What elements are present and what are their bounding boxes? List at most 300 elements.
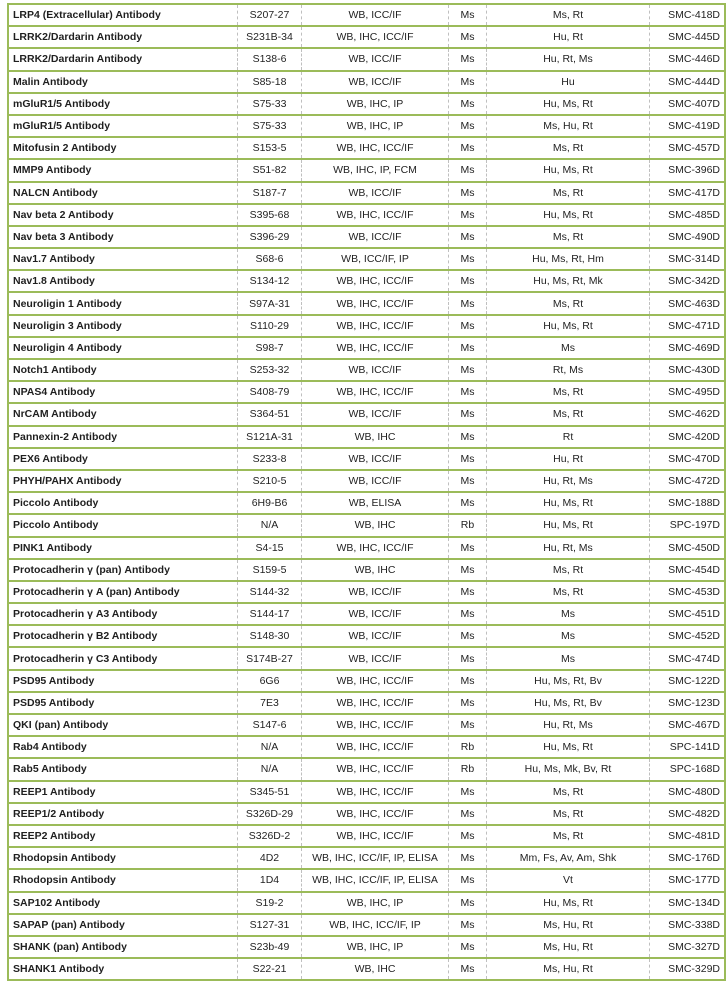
reactivity-cell: Ms bbox=[487, 625, 650, 647]
applications-cell: WB, ICC/IF bbox=[302, 625, 449, 647]
applications-cell: WB, IHC, ICC/IF bbox=[302, 692, 449, 714]
reactivity-cell: Ms, Rt bbox=[487, 381, 650, 403]
reactivity-cell: Ms, Hu, Rt bbox=[487, 914, 650, 936]
table-row bbox=[8, 914, 725, 936]
applications-cell: WB, IHC, ICC/IF bbox=[302, 758, 449, 780]
product-name-cell: SAPAP (pan) Antibody bbox=[8, 914, 238, 936]
table-row bbox=[8, 359, 725, 381]
reactivity-cell: Ms, Rt bbox=[487, 559, 650, 581]
clone-cell: S231B-34 bbox=[238, 26, 302, 48]
applications-cell: WB, IHC bbox=[302, 426, 449, 448]
catalog-number-cell: SMC-407D bbox=[650, 93, 726, 115]
clone-cell: S144-32 bbox=[238, 581, 302, 603]
table-row bbox=[8, 492, 725, 514]
catalog-number-cell: SMC-490D bbox=[650, 226, 726, 248]
product-name-cell: LRRK2/Dardarin Antibody bbox=[8, 26, 238, 48]
clone-cell: S187-7 bbox=[238, 182, 302, 204]
applications-cell: WB, IHC, IP bbox=[302, 93, 449, 115]
clone-cell: S85-18 bbox=[238, 71, 302, 93]
table-row bbox=[8, 426, 725, 448]
catalog-number-cell: SMC-417D bbox=[650, 182, 726, 204]
clone-cell: S207-27 bbox=[238, 4, 302, 26]
reactivity-cell: Ms, Rt bbox=[487, 825, 650, 847]
table-row bbox=[8, 647, 725, 669]
catalog-number-cell: SPC-197D bbox=[650, 514, 726, 536]
table-row bbox=[8, 248, 725, 270]
applications-cell: WB, IHC, ICC/IF bbox=[302, 26, 449, 48]
clone-cell: S127-31 bbox=[238, 914, 302, 936]
product-name-cell: Protocadherin γ A3 Antibody bbox=[8, 603, 238, 625]
applications-cell: WB, IHC, IP bbox=[302, 936, 449, 958]
product-name-cell: Protocadherin γ C3 Antibody bbox=[8, 647, 238, 669]
product-name-cell: Piccolo Antibody bbox=[8, 514, 238, 536]
table-row bbox=[8, 847, 725, 869]
host-cell: Ms bbox=[449, 4, 487, 26]
applications-cell: WB, IHC, ICC/IF, IP, ELISA bbox=[302, 847, 449, 869]
applications-cell: WB, ICC/IF bbox=[302, 182, 449, 204]
catalog-number-cell: SMC-462D bbox=[650, 403, 726, 425]
applications-cell: WB, IHC, ICC/IF, IP, ELISA bbox=[302, 869, 449, 891]
clone-cell: S395-68 bbox=[238, 204, 302, 226]
table-row bbox=[8, 93, 725, 115]
applications-cell: WB, ICC/IF bbox=[302, 359, 449, 381]
clone-cell: S233-8 bbox=[238, 448, 302, 470]
host-cell: Ms bbox=[449, 625, 487, 647]
catalog-number-cell: SMC-327D bbox=[650, 936, 726, 958]
table-row bbox=[8, 270, 725, 292]
product-name-cell: QKI (pan) Antibody bbox=[8, 714, 238, 736]
clone-cell: 7E3 bbox=[238, 692, 302, 714]
reactivity-cell: Ms, Rt bbox=[487, 4, 650, 26]
host-cell: Ms bbox=[449, 670, 487, 692]
product-name-cell: Rhodopsin Antibody bbox=[8, 869, 238, 891]
catalog-number-cell: SMC-419D bbox=[650, 115, 726, 137]
applications-cell: WB, ICC/IF bbox=[302, 647, 449, 669]
product-name-cell: MMP9 Antibody bbox=[8, 159, 238, 181]
product-name-cell: mGluR1/5 Antibody bbox=[8, 115, 238, 137]
table-row bbox=[8, 559, 725, 581]
reactivity-cell: Ms, Rt bbox=[487, 403, 650, 425]
product-name-cell: Rab4 Antibody bbox=[8, 736, 238, 758]
clone-cell: S148-30 bbox=[238, 625, 302, 647]
catalog-number-cell: SMC-444D bbox=[650, 71, 726, 93]
reactivity-cell: Ms, Rt bbox=[487, 137, 650, 159]
host-cell: Rb bbox=[449, 736, 487, 758]
clone-cell: S19-2 bbox=[238, 892, 302, 914]
catalog-number-cell: SMC-177D bbox=[650, 869, 726, 891]
product-name-cell: Rhodopsin Antibody bbox=[8, 847, 238, 869]
table-row bbox=[8, 936, 725, 958]
product-name-cell: Neuroligin 1 Antibody bbox=[8, 292, 238, 314]
reactivity-cell: Hu, Rt, Ms bbox=[487, 714, 650, 736]
table-row bbox=[8, 159, 725, 181]
catalog-number-cell: SMC-134D bbox=[650, 892, 726, 914]
applications-cell: WB, IHC, ICC/IF bbox=[302, 781, 449, 803]
clone-cell: S253-32 bbox=[238, 359, 302, 381]
product-name-cell: Nav beta 2 Antibody bbox=[8, 204, 238, 226]
table-row bbox=[8, 781, 725, 803]
reactivity-cell: Hu, Ms, Rt bbox=[487, 736, 650, 758]
clone-cell: S22-21 bbox=[238, 958, 302, 980]
host-cell: Ms bbox=[449, 781, 487, 803]
product-name-cell: Notch1 Antibody bbox=[8, 359, 238, 381]
applications-cell: WB, IHC, ICC/IF bbox=[302, 537, 449, 559]
clone-cell: S4-15 bbox=[238, 537, 302, 559]
clone-cell: S51-82 bbox=[238, 159, 302, 181]
clone-cell: S326D-29 bbox=[238, 803, 302, 825]
host-cell: Ms bbox=[449, 647, 487, 669]
table-row bbox=[8, 292, 725, 314]
catalog-number-cell: SMC-450D bbox=[650, 537, 726, 559]
host-cell: Ms bbox=[449, 714, 487, 736]
applications-cell: WB, ICC/IF, IP bbox=[302, 248, 449, 270]
product-name-cell: REEP1 Antibody bbox=[8, 781, 238, 803]
reactivity-cell: Ms, Rt bbox=[487, 226, 650, 248]
clone-cell: 4D2 bbox=[238, 847, 302, 869]
reactivity-cell: Hu, Ms, Mk, Bv, Rt bbox=[487, 758, 650, 780]
catalog-number-cell: SMC-396D bbox=[650, 159, 726, 181]
product-name-cell: Mitofusin 2 Antibody bbox=[8, 137, 238, 159]
product-name-cell: PHYH/PAHX Antibody bbox=[8, 470, 238, 492]
reactivity-cell: Ms bbox=[487, 337, 650, 359]
reactivity-cell: Ms, Rt bbox=[487, 581, 650, 603]
product-name-cell: SHANK1 Antibody bbox=[8, 958, 238, 980]
reactivity-cell: Ms, Rt bbox=[487, 292, 650, 314]
reactivity-cell: Ms, Rt bbox=[487, 182, 650, 204]
applications-cell: WB, ICC/IF bbox=[302, 581, 449, 603]
host-cell: Ms bbox=[449, 292, 487, 314]
table-row bbox=[8, 581, 725, 603]
catalog-number-cell: SMC-314D bbox=[650, 248, 726, 270]
reactivity-cell: Hu, Rt, Ms bbox=[487, 537, 650, 559]
clone-cell: S326D-2 bbox=[238, 825, 302, 847]
reactivity-cell: Hu, Ms, Rt bbox=[487, 892, 650, 914]
table-body bbox=[8, 4, 725, 980]
product-name-cell: Malin Antibody bbox=[8, 71, 238, 93]
product-name-cell: Protocadherin γ (pan) Antibody bbox=[8, 559, 238, 581]
reactivity-cell: Hu, Ms, Rt bbox=[487, 514, 650, 536]
host-cell: Ms bbox=[449, 226, 487, 248]
reactivity-cell: Ms, Rt bbox=[487, 781, 650, 803]
product-name-cell: Nav1.7 Antibody bbox=[8, 248, 238, 270]
applications-cell: WB, IHC bbox=[302, 514, 449, 536]
applications-cell: WB, ICC/IF bbox=[302, 470, 449, 492]
table-row bbox=[8, 692, 725, 714]
clone-cell: N/A bbox=[238, 758, 302, 780]
catalog-number-cell: SMC-418D bbox=[650, 4, 726, 26]
host-cell: Ms bbox=[449, 93, 487, 115]
table-row bbox=[8, 226, 725, 248]
catalog-number-cell: SMC-480D bbox=[650, 781, 726, 803]
clone-cell: S98-7 bbox=[238, 337, 302, 359]
applications-cell: WB, IHC, IP, FCM bbox=[302, 159, 449, 181]
host-cell: Ms bbox=[449, 892, 487, 914]
product-name-cell: Nav1.8 Antibody bbox=[8, 270, 238, 292]
clone-cell: S97A-31 bbox=[238, 292, 302, 314]
product-name-cell: REEP1/2 Antibody bbox=[8, 803, 238, 825]
table-row bbox=[8, 337, 725, 359]
host-cell: Ms bbox=[449, 448, 487, 470]
product-name-cell: SHANK (pan) Antibody bbox=[8, 936, 238, 958]
product-name-cell: NPAS4 Antibody bbox=[8, 381, 238, 403]
applications-cell: WB, IHC, IP bbox=[302, 115, 449, 137]
clone-cell: S174B-27 bbox=[238, 647, 302, 669]
catalog-number-cell: SMC-474D bbox=[650, 647, 726, 669]
catalog-number-cell: SMC-329D bbox=[650, 958, 726, 980]
reactivity-cell: Ms bbox=[487, 647, 650, 669]
clone-cell: S75-33 bbox=[238, 93, 302, 115]
table-row bbox=[8, 115, 725, 137]
host-cell: Ms bbox=[449, 492, 487, 514]
reactivity-cell: Ms, Rt bbox=[487, 803, 650, 825]
product-name-cell: Protocadherin γ A (pan) Antibody bbox=[8, 581, 238, 603]
product-name-cell: PEX6 Antibody bbox=[8, 448, 238, 470]
reactivity-cell: Mm, Fs, Av, Am, Shk bbox=[487, 847, 650, 869]
host-cell: Ms bbox=[449, 936, 487, 958]
table-row bbox=[8, 4, 725, 26]
reactivity-cell: Hu, Ms, Rt bbox=[487, 492, 650, 514]
applications-cell: WB, IHC, ICC/IF bbox=[302, 204, 449, 226]
catalog-number-cell: SMC-446D bbox=[650, 48, 726, 70]
applications-cell: WB, IHC bbox=[302, 559, 449, 581]
product-name-cell: Rab5 Antibody bbox=[8, 758, 238, 780]
clone-cell: S408-79 bbox=[238, 381, 302, 403]
table-row bbox=[8, 758, 725, 780]
applications-cell: WB, ICC/IF bbox=[302, 448, 449, 470]
applications-cell: WB, IHC, ICC/IF bbox=[302, 736, 449, 758]
clone-cell: S364-51 bbox=[238, 403, 302, 425]
product-name-cell: LRRK2/Dardarin Antibody bbox=[8, 48, 238, 70]
catalog-number-cell: SMC-338D bbox=[650, 914, 726, 936]
host-cell: Ms bbox=[449, 403, 487, 425]
host-cell: Ms bbox=[449, 270, 487, 292]
product-name-cell: Protocadherin γ B2 Antibody bbox=[8, 625, 238, 647]
reactivity-cell: Hu, Ms, Rt bbox=[487, 159, 650, 181]
applications-cell: WB, IHC, ICC/IF bbox=[302, 315, 449, 337]
applications-cell: WB, IHC, ICC/IF bbox=[302, 714, 449, 736]
reactivity-cell: Hu bbox=[487, 71, 650, 93]
host-cell: Ms bbox=[449, 71, 487, 93]
catalog-number-cell: SMC-451D bbox=[650, 603, 726, 625]
clone-cell: 1D4 bbox=[238, 869, 302, 891]
product-name-cell: PSD95 Antibody bbox=[8, 670, 238, 692]
host-cell: Ms bbox=[449, 182, 487, 204]
catalog-number-cell: SMC-467D bbox=[650, 714, 726, 736]
clone-cell: S68-6 bbox=[238, 248, 302, 270]
applications-cell: WB, ELISA bbox=[302, 492, 449, 514]
reactivity-cell: Rt, Ms bbox=[487, 359, 650, 381]
host-cell: Ms bbox=[449, 115, 487, 137]
clone-cell: S210-5 bbox=[238, 470, 302, 492]
host-cell: Ms bbox=[449, 204, 487, 226]
catalog-number-cell: SPC-141D bbox=[650, 736, 726, 758]
applications-cell: WB, IHC, ICC/IF bbox=[302, 137, 449, 159]
clone-cell: S134-12 bbox=[238, 270, 302, 292]
applications-cell: WB, IHC, ICC/IF bbox=[302, 270, 449, 292]
reactivity-cell: Hu, Ms, Rt, Mk bbox=[487, 270, 650, 292]
host-cell: Ms bbox=[449, 958, 487, 980]
catalog-number-cell: SMC-481D bbox=[650, 825, 726, 847]
clone-cell: S153-5 bbox=[238, 137, 302, 159]
reactivity-cell: Hu, Rt, Ms bbox=[487, 48, 650, 70]
host-cell: Ms bbox=[449, 603, 487, 625]
product-name-cell: REEP2 Antibody bbox=[8, 825, 238, 847]
applications-cell: WB, IHC, IP bbox=[302, 892, 449, 914]
host-cell: Ms bbox=[449, 159, 487, 181]
host-cell: Ms bbox=[449, 559, 487, 581]
table-row bbox=[8, 48, 725, 70]
product-name-cell: PINK1 Antibody bbox=[8, 537, 238, 559]
host-cell: Ms bbox=[449, 48, 487, 70]
catalog-number-cell: SMC-457D bbox=[650, 137, 726, 159]
catalog-number-cell: SMC-472D bbox=[650, 470, 726, 492]
host-cell: Ms bbox=[449, 426, 487, 448]
host-cell: Ms bbox=[449, 803, 487, 825]
host-cell: Ms bbox=[449, 359, 487, 381]
table-row bbox=[8, 803, 725, 825]
clone-cell: S159-5 bbox=[238, 559, 302, 581]
catalog-number-cell: SMC-469D bbox=[650, 337, 726, 359]
catalog-number-cell: SPC-168D bbox=[650, 758, 726, 780]
reactivity-cell: Hu, Ms, Rt, Hm bbox=[487, 248, 650, 270]
catalog-number-cell: SMC-176D bbox=[650, 847, 726, 869]
catalog-number-cell: SMC-420D bbox=[650, 426, 726, 448]
applications-cell: WB, ICC/IF bbox=[302, 226, 449, 248]
reactivity-cell: Vt bbox=[487, 869, 650, 891]
reactivity-cell: Hu, Rt bbox=[487, 448, 650, 470]
antibody-product-table bbox=[7, 3, 726, 981]
host-cell: Ms bbox=[449, 470, 487, 492]
applications-cell: WB, IHC, ICC/IF bbox=[302, 670, 449, 692]
catalog-number-cell: SMC-463D bbox=[650, 292, 726, 314]
reactivity-cell: Ms, Hu, Rt bbox=[487, 936, 650, 958]
reactivity-cell: Hu, Rt bbox=[487, 26, 650, 48]
host-cell: Ms bbox=[449, 137, 487, 159]
catalog-number-cell: SMC-482D bbox=[650, 803, 726, 825]
clone-cell: S23b-49 bbox=[238, 936, 302, 958]
table-row bbox=[8, 825, 725, 847]
table-row bbox=[8, 514, 725, 536]
table-row bbox=[8, 448, 725, 470]
table-row bbox=[8, 204, 725, 226]
applications-cell: WB, ICC/IF bbox=[302, 48, 449, 70]
applications-cell: WB, ICC/IF bbox=[302, 403, 449, 425]
table-row bbox=[8, 603, 725, 625]
catalog-number-cell: SMC-454D bbox=[650, 559, 726, 581]
catalog-number-cell: SMC-123D bbox=[650, 692, 726, 714]
reactivity-cell: Hu, Ms, Rt bbox=[487, 315, 650, 337]
clone-cell: S121A-31 bbox=[238, 426, 302, 448]
catalog-number-cell: SMC-453D bbox=[650, 581, 726, 603]
clone-cell: 6H9-B6 bbox=[238, 492, 302, 514]
product-name-cell: Neuroligin 4 Antibody bbox=[8, 337, 238, 359]
reactivity-cell: Ms, Hu, Rt bbox=[487, 958, 650, 980]
reactivity-cell: Ms, Hu, Rt bbox=[487, 115, 650, 137]
table-row bbox=[8, 137, 725, 159]
applications-cell: WB, IHC, ICC/IF, IP bbox=[302, 914, 449, 936]
product-name-cell: NALCN Antibody bbox=[8, 182, 238, 204]
host-cell: Ms bbox=[449, 315, 487, 337]
reactivity-cell: Hu, Ms, Rt, Bv bbox=[487, 692, 650, 714]
catalog-number-cell: SMC-495D bbox=[650, 381, 726, 403]
applications-cell: WB, ICC/IF bbox=[302, 603, 449, 625]
product-name-cell: Neuroligin 3 Antibody bbox=[8, 315, 238, 337]
table-row bbox=[8, 403, 725, 425]
applications-cell: WB, IHC, ICC/IF bbox=[302, 292, 449, 314]
clone-cell: S75-33 bbox=[238, 115, 302, 137]
clone-cell: S138-6 bbox=[238, 48, 302, 70]
applications-cell: WB, IHC bbox=[302, 958, 449, 980]
host-cell: Ms bbox=[449, 914, 487, 936]
product-name-cell: Nav beta 3 Antibody bbox=[8, 226, 238, 248]
table-row bbox=[8, 625, 725, 647]
host-cell: Ms bbox=[449, 248, 487, 270]
catalog-number-cell: SMC-430D bbox=[650, 359, 726, 381]
table-row bbox=[8, 537, 725, 559]
table-row bbox=[8, 958, 725, 980]
catalog-number-cell: SMC-122D bbox=[650, 670, 726, 692]
product-name-cell: Piccolo Antibody bbox=[8, 492, 238, 514]
table-row bbox=[8, 714, 725, 736]
host-cell: Ms bbox=[449, 847, 487, 869]
product-name-cell: Pannexin-2 Antibody bbox=[8, 426, 238, 448]
host-cell: Ms bbox=[449, 692, 487, 714]
product-name-cell: LRP4 (Extracellular) Antibody bbox=[8, 4, 238, 26]
applications-cell: WB, IHC, ICC/IF bbox=[302, 803, 449, 825]
applications-cell: WB, ICC/IF bbox=[302, 71, 449, 93]
product-name-cell: SAP102 Antibody bbox=[8, 892, 238, 914]
catalog-number-cell: SMC-342D bbox=[650, 270, 726, 292]
table-row bbox=[8, 736, 725, 758]
clone-cell: S147-6 bbox=[238, 714, 302, 736]
applications-cell: WB, ICC/IF bbox=[302, 4, 449, 26]
reactivity-cell: Hu, Ms, Rt bbox=[487, 93, 650, 115]
table-row bbox=[8, 182, 725, 204]
host-cell: Rb bbox=[449, 758, 487, 780]
reactivity-cell: Hu, Ms, Rt bbox=[487, 204, 650, 226]
product-name-cell: mGluR1/5 Antibody bbox=[8, 93, 238, 115]
table-row bbox=[8, 381, 725, 403]
table-row bbox=[8, 470, 725, 492]
applications-cell: WB, IHC, ICC/IF bbox=[302, 337, 449, 359]
product-name-cell: NrCAM Antibody bbox=[8, 403, 238, 425]
host-cell: Ms bbox=[449, 537, 487, 559]
catalog-number-cell: SMC-188D bbox=[650, 492, 726, 514]
host-cell: Ms bbox=[449, 381, 487, 403]
catalog-number-cell: SMC-471D bbox=[650, 315, 726, 337]
table-row bbox=[8, 315, 725, 337]
table-row bbox=[8, 869, 725, 891]
clone-cell: 6G6 bbox=[238, 670, 302, 692]
table-row bbox=[8, 71, 725, 93]
clone-cell: S144-17 bbox=[238, 603, 302, 625]
host-cell: Ms bbox=[449, 825, 487, 847]
table-row bbox=[8, 670, 725, 692]
host-cell: Ms bbox=[449, 26, 487, 48]
reactivity-cell: Hu, Ms, Rt, Bv bbox=[487, 670, 650, 692]
table-row bbox=[8, 26, 725, 48]
applications-cell: WB, IHC, ICC/IF bbox=[302, 825, 449, 847]
catalog-number-cell: SMC-445D bbox=[650, 26, 726, 48]
product-name-cell: PSD95 Antibody bbox=[8, 692, 238, 714]
reactivity-cell: Hu, Rt, Ms bbox=[487, 470, 650, 492]
catalog-number-cell: SMC-470D bbox=[650, 448, 726, 470]
reactivity-cell: Rt bbox=[487, 426, 650, 448]
host-cell: Rb bbox=[449, 514, 487, 536]
host-cell: Ms bbox=[449, 337, 487, 359]
clone-cell: S396-29 bbox=[238, 226, 302, 248]
host-cell: Ms bbox=[449, 869, 487, 891]
